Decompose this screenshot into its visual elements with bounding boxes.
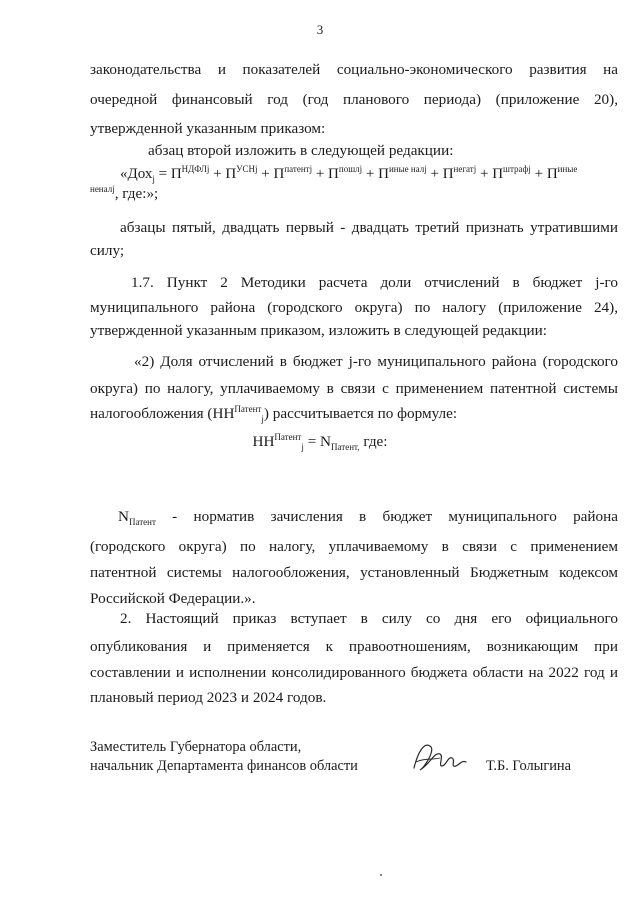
item-2-line-2: опубликования и применяется к правоотношениям, возникающим при: [90, 638, 618, 655]
signer-name: Т.Б. Голыгина: [486, 758, 572, 774]
scan-speck: [380, 874, 382, 876]
item-2-line-4: плановый период 2023 и 2024 годов.: [90, 689, 327, 706]
formula-dox: «$Дох_j = П^{НДФЛj} + П^{УСНj} + П^{патентj} + П^{пошлj} + П^{иные налj} + П^{негатj} + П^{штрафj} + П^{иные}$: [120, 164, 578, 184]
item-2-line-3: составлении и исполнении консолидированного бюджета области на 2022 год и: [90, 664, 618, 681]
definition-line-4: Российской Федерации.».: [90, 590, 256, 607]
paragraph-continuation-line-1: законодательства и показателей социально-экономического развития на: [90, 61, 618, 78]
signer-title-line-1: Заместитель Губернатора области,: [90, 739, 302, 755]
signer-title-line-2: начальник Департамента финансов области: [90, 758, 358, 774]
para-2-line-3: налогообложения $(НН^{Патент}_j)$ рассчитывается по формуле:: [90, 403, 458, 425]
para-2-line-2: округа) по налогу, уплачиваемому в связи с применением патентной системы: [90, 380, 618, 397]
paragraph-continuation-line-2: очередной финансовый год (год планового периода) (приложение 20),: [90, 91, 618, 108]
definition-line-1: $N_{Патент}$ - норматив зачисления в бюджет муниципального района: [118, 508, 618, 528]
abzacy-line-1: абзацы пятый, двадцать первый - двадцать третий признать утратившими: [120, 219, 618, 236]
para-2-line-1: «2) Доля отчислений в бюджет j-го муниципального района (городского: [134, 353, 618, 370]
item-2-line-1: 2. Настоящий приказ вступает в силу со дня его официального: [120, 610, 618, 627]
abzacy-line-2: силу;: [90, 242, 125, 259]
handwritten-signature: [410, 738, 472, 778]
item-1-7-line-2: муниципального района (городского округа) по налогу (приложение 24),: [90, 299, 618, 316]
formula-nn: $НН^{Патент}_j = N_{Патент,}$ где:: [252, 431, 388, 453]
instruction-abzac-vtoroy: абзац второй изложить в следующей редакции:: [148, 142, 454, 159]
item-1-7-line-1: 1.7. Пункт 2 Методики расчета доли отчислений в бюджет j-го: [131, 274, 618, 291]
page-number: 3: [316, 22, 324, 37]
definition-line-3: патентной системы налогообложения, установленный Бюджетным кодексом: [90, 564, 618, 581]
item-1-7-line-3: утвержденной указанным приказом, изложить в следующей редакции:: [90, 322, 547, 339]
definition-line-2: (городского округа) по налогу, уплачиваемому в связи с применением: [90, 538, 618, 555]
formula-dox-continuation: $^{неналj}$, где:»;: [90, 183, 159, 202]
paragraph-continuation-line-3: утвержденной указанным приказом:: [90, 120, 326, 137]
